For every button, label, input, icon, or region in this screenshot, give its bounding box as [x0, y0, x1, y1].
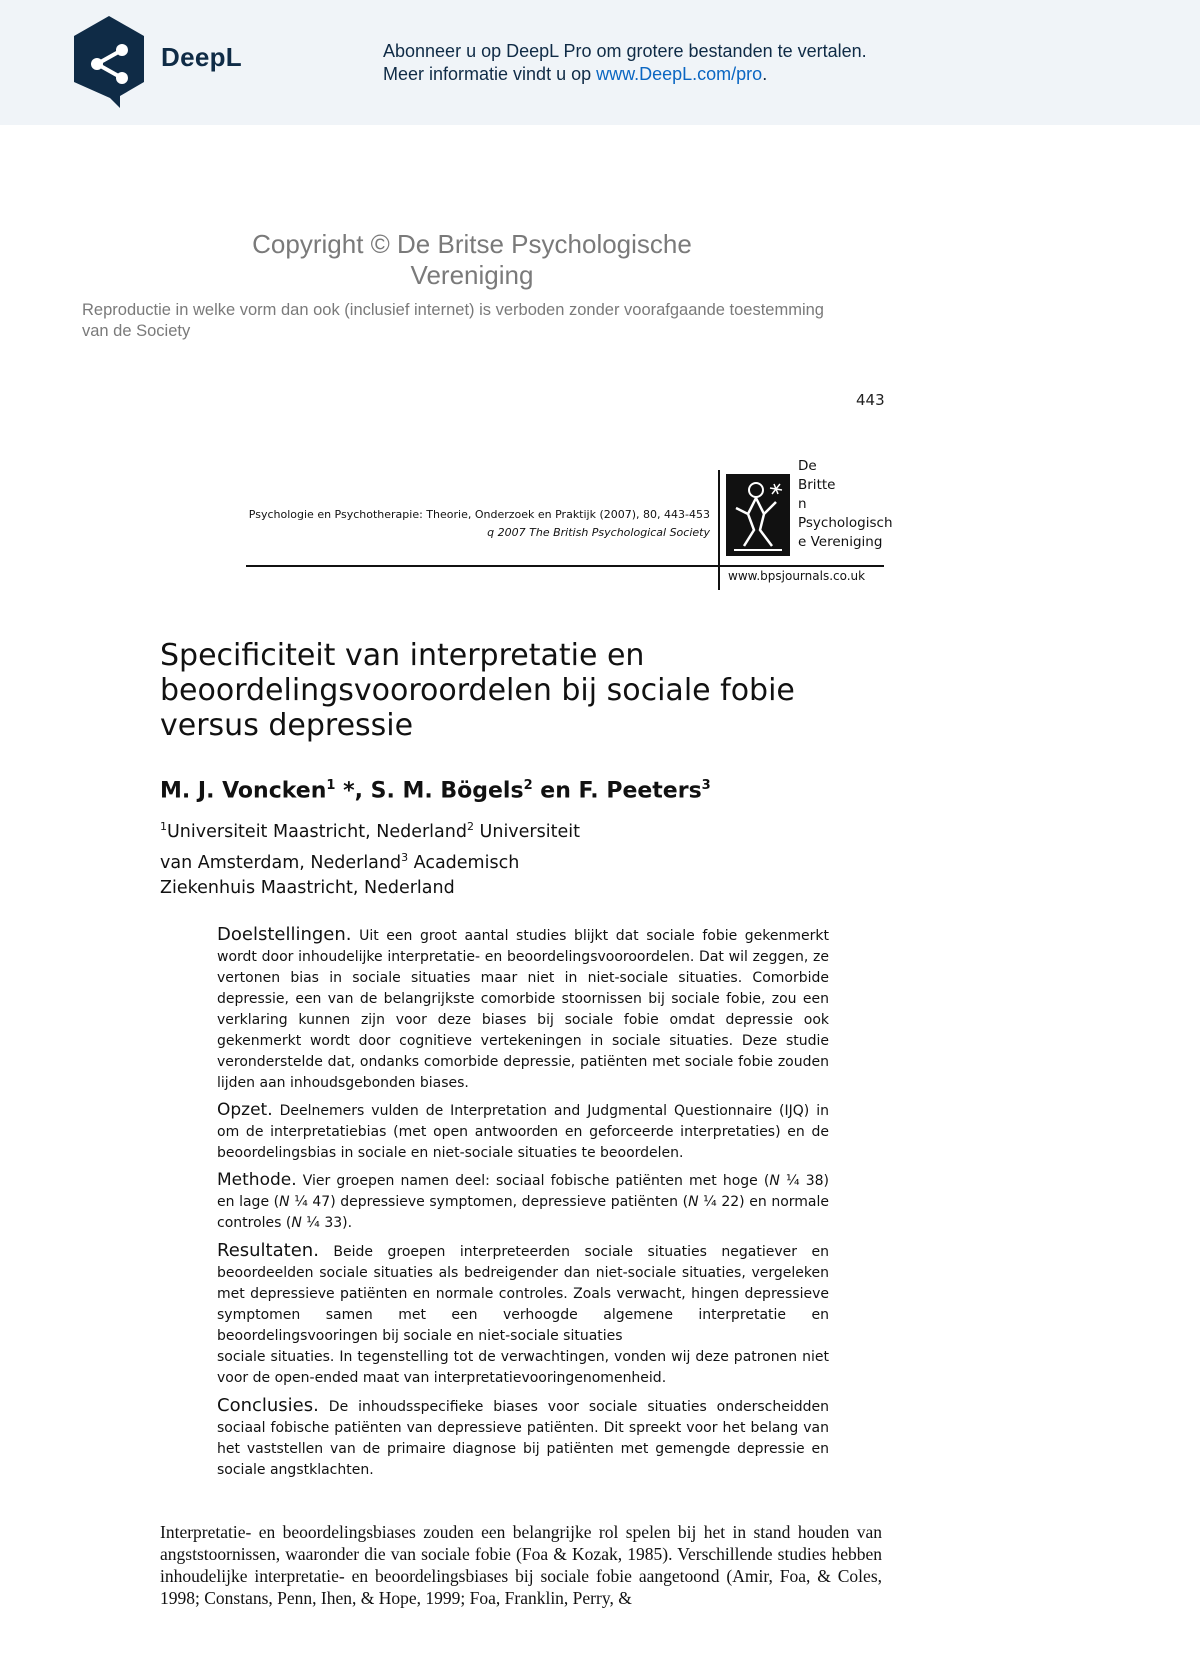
body-paragraph: Interpretatie- en beoordelingsbiases zouden een belangrijke rol spelen bij het in stand houden van angststoornissen, waaronder die van sociale fobie (Foa & Kozak, 1985). Verschillende studies hebben inhoudelijke interpretatie- en beoordelingsbiases bij sociale fobie aangetoond (Amir, Foa, & Coles, 1998; Constans, Penn, Ihen, & Hope, 1999; Foa, Franklin, Perry, & [160, 1522, 882, 1608]
abstract-conclusions: Conclusies. De inhoudsspecifieke biases voor sociale situaties onderscheidden sociaal fobische patiënten van depressieve patiënten. Dit spreekt voor het belang van het vaststellen van de primaire diagnose bij patiënten met gemengde depressie en sociale angstklachten. [217, 1395, 829, 1478]
abstract [217, 924, 829, 1487]
copyright-note: Reproductie in welke vorm dan ook (inclusief internet) is verboden zonder voorafgaande toestemming van de Society [82, 301, 824, 340]
society-emblem-icon [726, 474, 790, 556]
deepl-logo-icon [70, 14, 148, 110]
page-number: 443 [856, 391, 885, 409]
promo-line-1: Abonneer u op DeepL Pro om grotere bestanden te vertalen. [383, 41, 867, 61]
journal-citation: Psychologie en Psychotherapie: Theorie, Onderzoek en Praktijk (2007), 80, 443-453 [248, 508, 710, 521]
article-title: Specificiteit van interpretatie en beoordelingsvooroordelen bij sociale fobie versus depressie [160, 638, 795, 743]
abstract-method: Methode. Vier groepen namen deel: sociaal fobische patiënten met hoge (N ¼ 38) en lage (N ¼ 47) depressieve symptomen, depressieve patiënten (N ¼ 22) en normale controles (N ¼ 33). [217, 1170, 829, 1231]
deepl-pro-link[interactable]: www.DeepL.com/pro [596, 64, 763, 84]
journal-copyright: q 2007 The British Psychological Society [487, 526, 710, 539]
promo-line-2: Meer informatie vindt u op www.DeepL.com/pro. [383, 64, 768, 84]
pro-promo [383, 40, 867, 86]
deepl-brand: DeepL [161, 42, 242, 72]
abstract-results: Resultaten. Beide groepen interpreteerden sociale situaties negatiever en beoordeelden sociale situaties als bedreigender dan niet-sociale situaties, vergeleken met depressieve patiënten en normale controles. Zoals verwacht, hingen depressieve symptomen samen met een verhoogde algemene interpretatie en beoordelingsvooringen bij sociale en niet-sociale situaties [217, 1240, 829, 1344]
deepl-banner [0, 0, 1200, 125]
header-divider-horizontal [246, 565, 884, 567]
abstract-results-continued: sociale situaties. In tegenstelling tot de verwachtingen, vonden wij deze patronen niet voor de open-ended maat van interpretatievooringenomenheid. [217, 1349, 829, 1386]
abstract-objectives: Doelstellingen. Uit een groot aantal studies blijkt dat sociale fobie gekenmerkt wordt door inhoudelijke interpretatie- en beoordelingsvooroordelen. Dat wil zeggen, ze vertonen bias in sociale situaties maar niet in niet-sociale situaties. Comorbide depressie, een van de belangrijkste comorbide stoornissen bij sociale fobie, zou een verklaring kunnen zijn voor deze biases bij sociale fobie omdat depressie ook gekenmerkt wordt door cognitieve vertekeningen in sociale situaties. Deze studie veronderstelde dat, ondanks comorbide depressie, patiënten met sociale fobie zouden lijden aan inhoudsgebonden biases. [217, 924, 829, 1091]
author-list: M. J. Voncken$^1$ *, S. M. Bögels$^2$ en F. Peeters$^3$ [160, 778, 711, 804]
journal-citation-block [200, 506, 710, 542]
journal-url[interactable]: www.bpsjournals.co.uk [728, 569, 866, 583]
header-divider-vertical [718, 470, 720, 590]
society-name: De Britte n Psychologisch e Vereniging [798, 458, 893, 550]
affiliations: $^1$Universiteit Maastricht, Nederland$^2$ Universiteit van Amsterdam, Nederland$^3$ Academisch Ziekenhuis Maastricht, Nederland [160, 820, 580, 898]
abstract-design: Opzet. Deelnemers vulden de Interpretation and Judgmental Questionnaire (IJQ) in om de interpretatiebias (met open antwoorden en geforceerde interpretaties) en de beoordelingsbias in sociale en niet-sociale situaties te beoordelen. [217, 1100, 829, 1161]
copyright-title: Copyright © De Britse Psychologische Vereniging [252, 229, 692, 290]
